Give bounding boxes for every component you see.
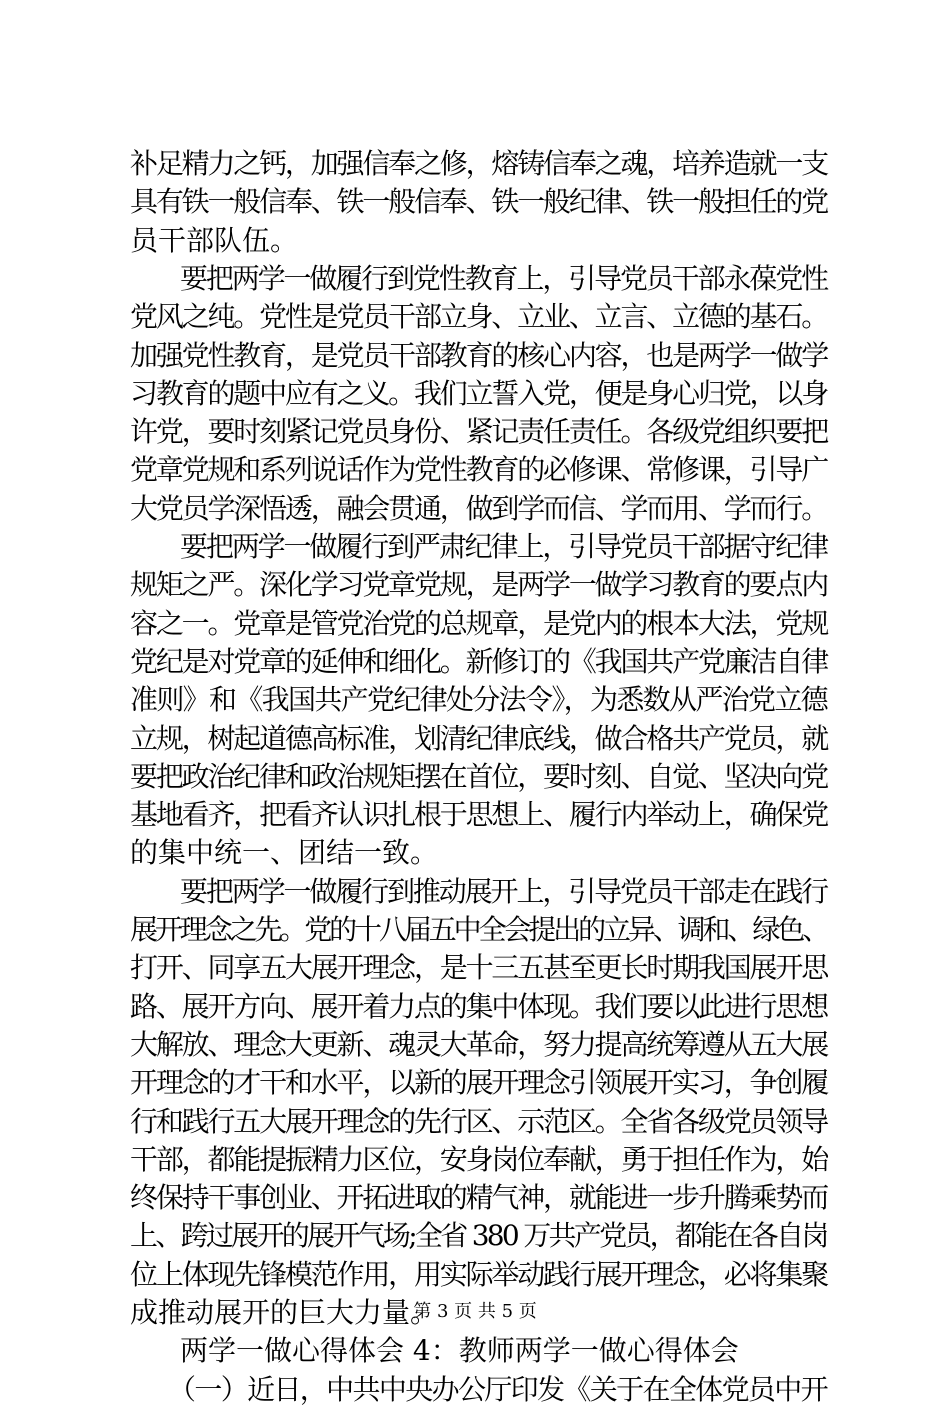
text-line: 成推动展开的巨大力量。 (130, 1296, 439, 1329)
section-heading: 两学一做心得体会 4：教师两学一做心得体会 (180, 1334, 739, 1368)
text-line: 干部，都能提振精力区位，安身岗位奉献，勇于担任作为，始 (130, 1142, 828, 1176)
text-line: 立规，树起道德高标准，划清纪律底线，做合格共产党员，就 (130, 721, 828, 755)
text-line: 容之一。党章是管党治党的总规章，是党内的根本大法，党规 (130, 606, 828, 640)
text-line: 打开、同享五大展开理念，是十三五甚至更长时期我国展开思 (130, 951, 828, 985)
text-line: 基地看齐，把看齐认识扎根于思想上、履行内举动上，确保党 (130, 798, 828, 832)
paragraph-first-line: （一）近日，中共中央办公厅印发《关于在全体党员中开 (168, 1372, 828, 1406)
text-line: 补足精力之钙，加强信奉之修，熔铸信奉之魂，培养造就一支 (130, 147, 828, 180)
text-line: 开理念的才干和水平，以新的展开理念引领展开实习，争创履 (130, 1066, 828, 1100)
text-line: 具有铁一般信奉、铁一般信奉、铁一般纪律、铁一般担任的党 (130, 185, 828, 219)
paragraph-first-line: 要把两学一做履行到推动展开上，引导党员干部走在践行 (180, 874, 828, 908)
text-line: 员干部队伍。 (130, 223, 299, 257)
text-line: 位上体现先锋模范作用，用实际举动践行展开理念，必将集聚 (130, 1257, 828, 1291)
paragraph-first-line: 要把两学一做履行到严肃纪律上，引导党员干部据守纪律 (180, 530, 828, 563)
text-line: 许党，要时刻紧记党员身份、紧记责任责任。各级党组织要把 (130, 415, 828, 449)
text-line: 大解放、理念大更新、魂灵大革命，努力提高统筹遵从五大展 (130, 1027, 828, 1061)
text-line: 上、跨过展开的展开气场;全省 380 万共产党员，都能在各自岗 (130, 1219, 827, 1253)
text-line: 党章党规和系列说话作为党性教育的必修课、常修课，引导广 (130, 453, 828, 487)
page-footer: 第 3 页 共 5 页 (413, 1301, 537, 1322)
text-line: 党风之纯。党性是党员干部立身、立业、立言、立德的基石。 (130, 300, 828, 334)
text-line: 的集中统一、团结一致。 (130, 836, 439, 870)
text-line: 路、展开方向、展开着力点的集中体现。我们要以此进行思想 (130, 989, 828, 1023)
text-line: 党纪是对党章的延伸和细化。新修订的《我国共产党廉洁自律 (130, 644, 828, 678)
text-line: 行和践行五大展开理念的先行区、示范区。全省各级党员领导 (130, 1104, 828, 1138)
text-line: 要把政治纪律和政治规矩摆在首位，要时刻、自觉、坚决向党 (130, 759, 828, 793)
paragraph-first-line: 要把两学一做履行到党性教育上，引导党员干部永葆党性 (180, 261, 828, 295)
text-line: 终保持干事创业、开拓进取的精气神，就能进一步升腾乘势而 (130, 1181, 828, 1215)
text-line: 习教育的题中应有之义。我们立誓入党，便是身心归党，以身 (130, 376, 828, 410)
text-line: 加强党性教育，是党员干部教育的核心内容，也是两学一做学 (130, 338, 828, 372)
text-line: 大党员学深悟透，融会贯通，做到学而信、学而用、学而行。 (130, 491, 828, 525)
text-line: 展开理念之先。党的十八届五中全会提出的立异、调和、绿色、 (130, 913, 828, 946)
text-line: 准则》和《我国共产党纪律处分法令》，为悉数从严治党立德 (130, 683, 828, 717)
text-line: 规矩之严。深化学习党章党规，是两学一做学习教育的要点内 (130, 568, 828, 602)
